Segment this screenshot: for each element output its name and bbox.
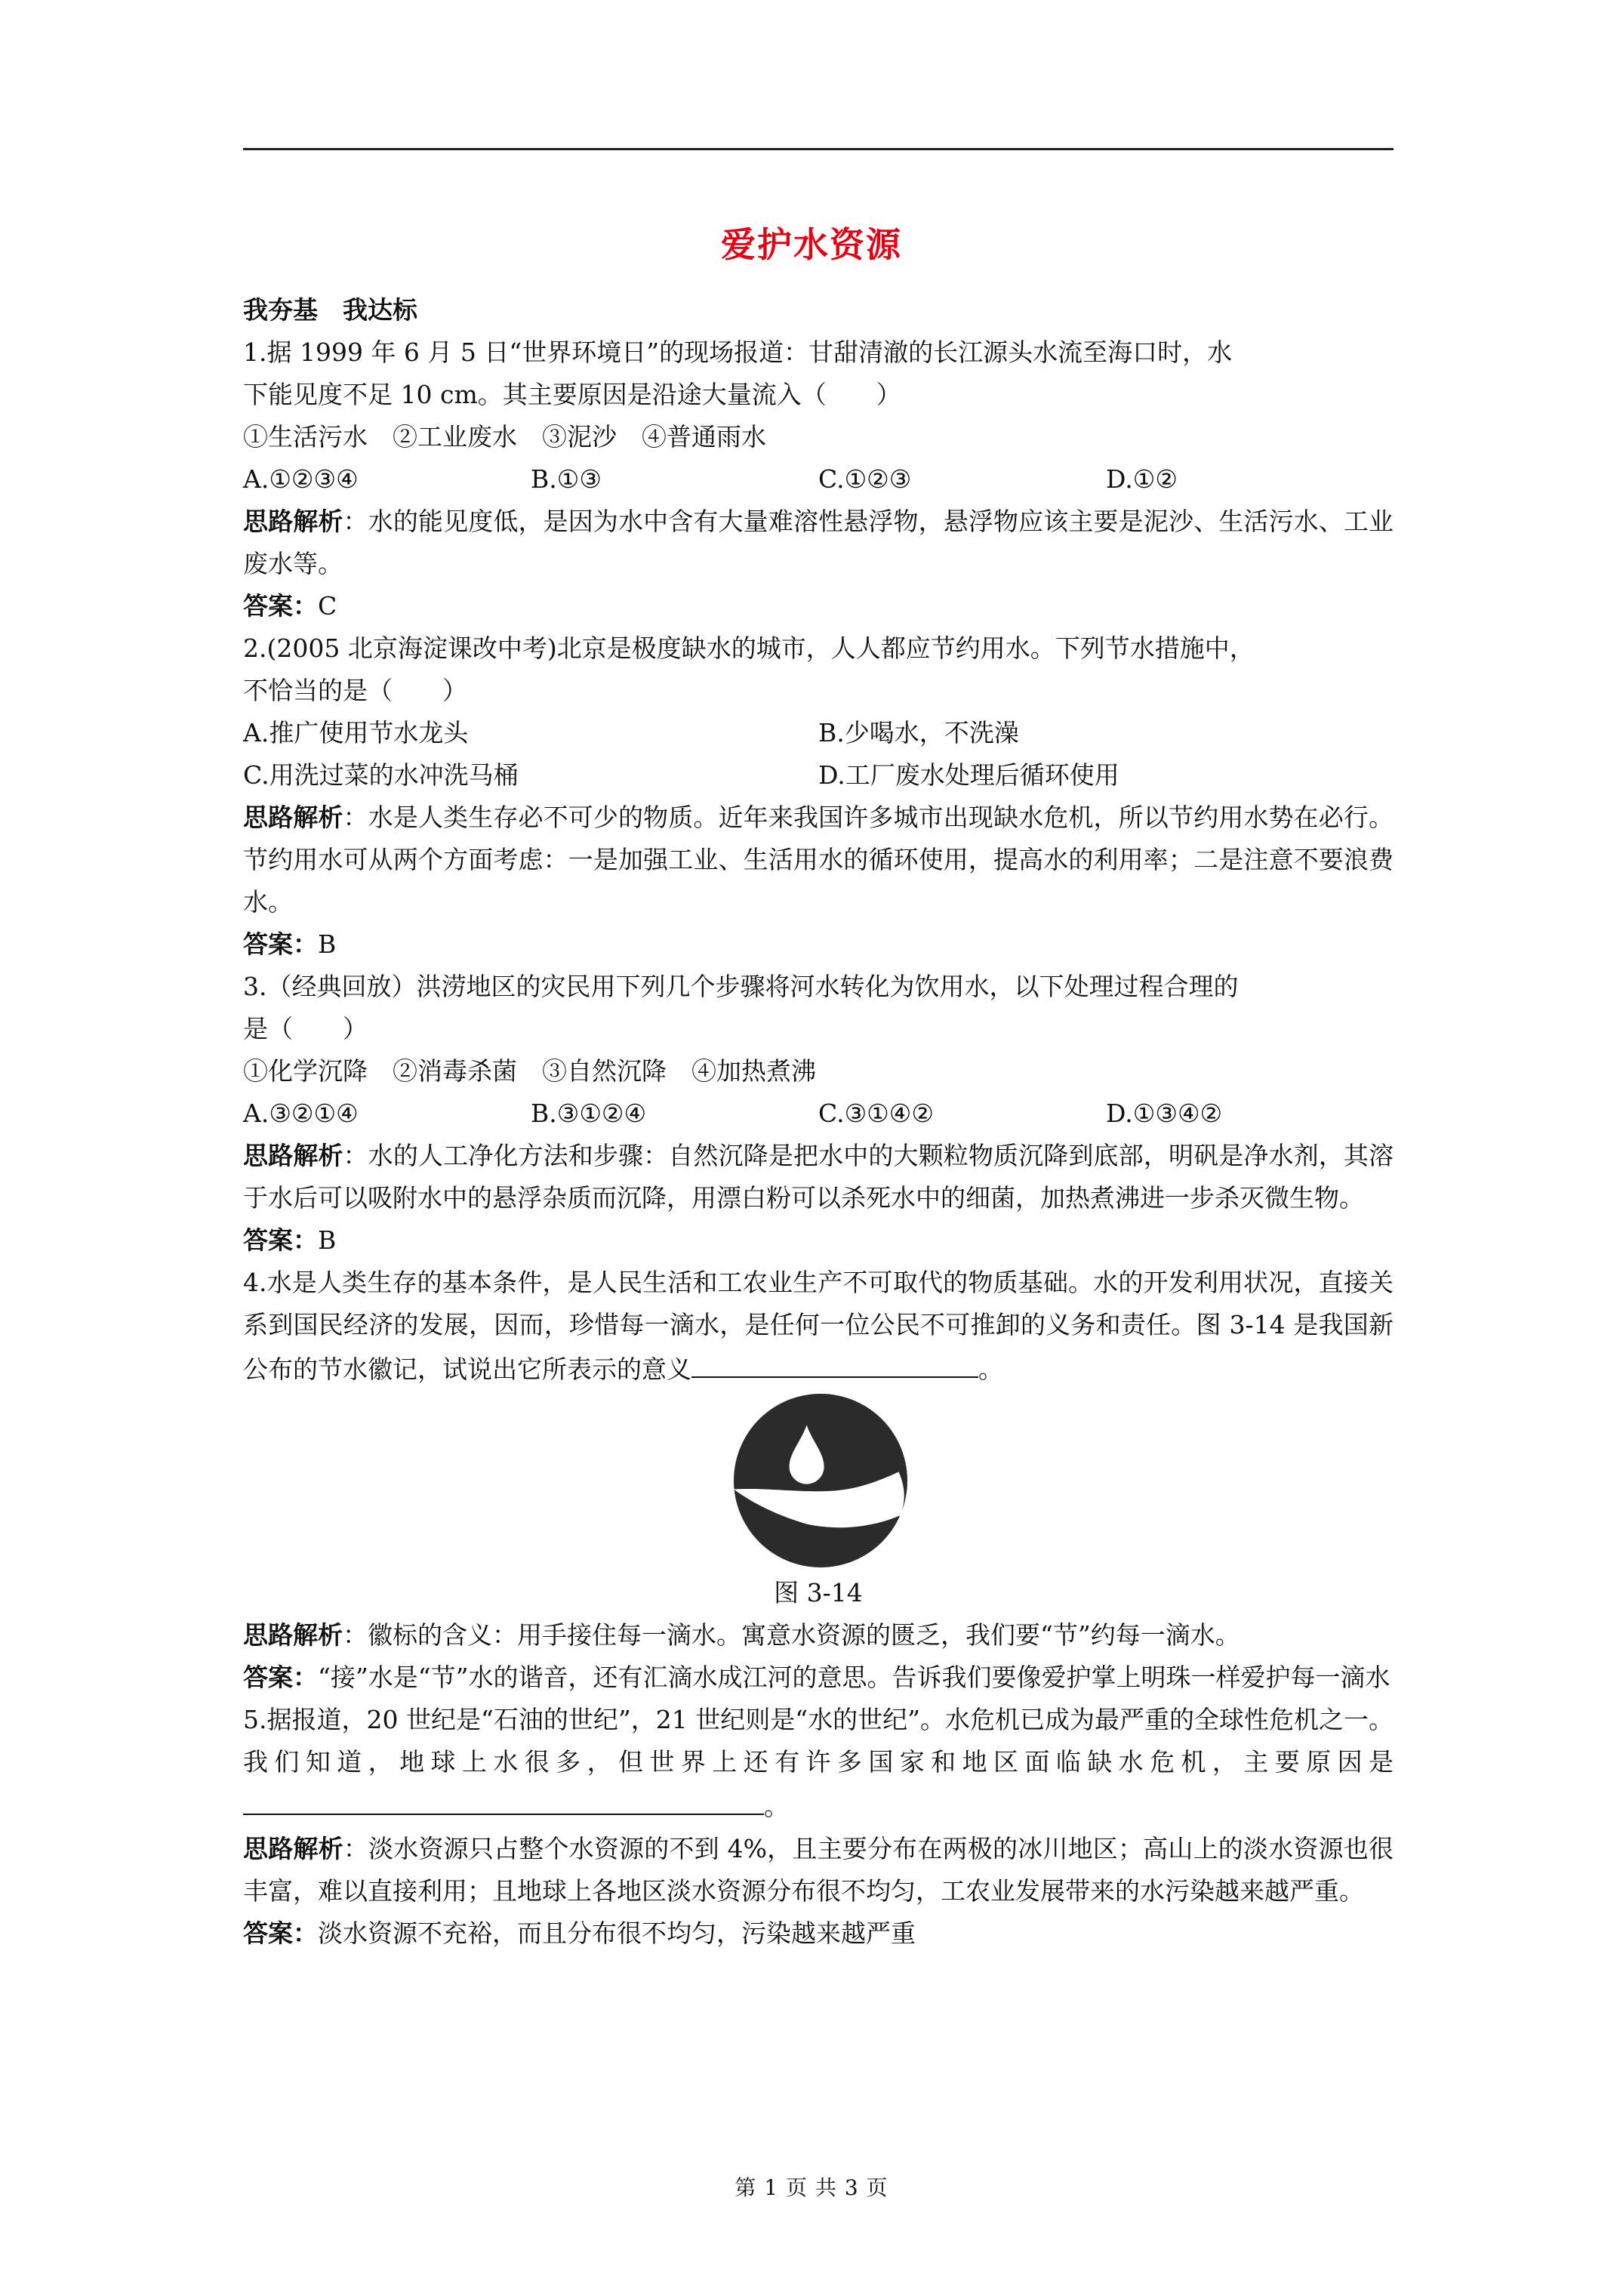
water-saving-emblem-icon (734, 1394, 907, 1567)
q2-analysis-text: ：水是人类生存必不可少的物质。近年来我国许多城市出现缺水危机，所以节约用水势在必行。节约用水可从两个方面考虑：一是加强工业、生活用水的循环使用，提高水的利用率；二是注意不要浪费水。 (243, 803, 1394, 917)
q1-analysis-text: ：水的能见度低，是因为水中含有大量难溶性悬浮物，悬浮物应该主要是泥沙、生活污水、工业废水等。 (243, 507, 1394, 578)
q3-stem-line1: 3.（经典回放）洪涝地区的灾民用下列几个步骤将河水转化为饮用水，以下处理过程合理的 (243, 972, 1239, 1001)
q3-answer-label: 答案： (243, 1225, 318, 1255)
q3-answer (243, 1219, 1394, 1262)
figure-area (243, 1391, 1394, 1572)
q1-options (243, 458, 1394, 501)
q1-answer-text: C (318, 591, 337, 621)
q4-answer-blank[interactable] (691, 1346, 978, 1378)
q1-analysis-label: 思路解析 (243, 507, 343, 536)
q2-option-b: B.少喝水，不洗澡 (818, 718, 1019, 747)
q2-options-row1 (243, 712, 1394, 754)
q3-option-c: C.③①④② (818, 1099, 934, 1128)
q3-analysis-text: ：水的人工净化方法和步骤：自然沉降是把水中的大颗粒物质沉降到底部，明矾是净水剂，其溶于水后可以吸附水中的悬浮杂质而沉降，用漂白粉可以杀死水中的细菌，加热煮沸进一步杀灭微生物。 (243, 1141, 1394, 1213)
content-body (243, 289, 1394, 1955)
section-heading: 我夯基 我达标 (243, 295, 417, 325)
page-footer: 第 1 页 共 3 页 (735, 2175, 888, 2200)
q1-answer-label: 答案： (243, 591, 318, 621)
q4-stem-end: 。 (978, 1354, 1003, 1384)
q4-answer (243, 1657, 1394, 1699)
q5-stem (243, 1699, 1394, 1828)
q2-analysis (243, 797, 1394, 923)
q2-option-c: C.用洗过菜的水冲洗马桶 (243, 760, 519, 790)
q3-analysis (243, 1135, 1394, 1219)
q3-analysis-label: 思路解析 (243, 1141, 343, 1170)
q5-analysis (243, 1828, 1394, 1912)
q5-stem-text: 5.据报道，20 世纪是“石油的世纪”，21 世纪则是“水的世纪”。水危机已成为最严重的全球性危机之一。我们知道，地球上水很多，但世界上还有许多国家和地区面临缺水危机，主要原因是 (243, 1705, 1394, 1777)
q3-option-a: A.③②①④ (243, 1099, 359, 1128)
q5-answer-label: 答案： (243, 1918, 318, 1948)
q4-answer-text: “接”水是“节”水的谐音，还有汇滴水成江河的意思。告诉我们要像爱护掌上明珠一样爱护每一滴水 (318, 1663, 1390, 1692)
q3-stem-line2: 是（ ） (243, 1014, 368, 1043)
q2-stem-line2: 不恰当的是（ ） (243, 676, 467, 705)
q1-answer (243, 585, 1394, 627)
q5-answer-blank[interactable] (243, 1783, 764, 1815)
q2-options-row2 (243, 754, 1394, 797)
q1-stem-line1: 1.据 1999 年 6 月 5 日“世界环境日”的现场报道：甘甜清澈的长江源头水流至海口时，水 (243, 337, 1233, 367)
q4-analysis-label: 思路解析 (243, 1620, 343, 1650)
q3-answer-text: B (318, 1225, 337, 1255)
page-title: 爱护水资源 (721, 224, 902, 265)
q3-items: ①化学沉降 ②消毒杀菌 ③自然沉降 ④加热煮沸 (243, 1056, 816, 1086)
q4-answer-label: 答案： (243, 1663, 318, 1692)
q5-answer (243, 1912, 1394, 1955)
q4-stem (243, 1262, 1394, 1391)
q4-analysis (243, 1614, 1394, 1657)
q2-analysis-label: 思路解析 (243, 803, 343, 832)
q1-option-c: C.①②③ (818, 464, 912, 494)
q1-option-a: A.①②③④ (243, 464, 359, 494)
q3-options (243, 1093, 1394, 1135)
q3-option-d: D.①③④② (1106, 1099, 1223, 1128)
q5-analysis-label: 思路解析 (243, 1834, 343, 1863)
figure-caption: 图 3-14 (774, 1578, 863, 1607)
q2-stem-line1: 2.(2005 北京海淀课改中考)北京是极度缺水的城市，人人都应节约用水。下列节水措施中， (243, 633, 1255, 663)
q3-option-b: B.③①②④ (531, 1099, 647, 1128)
q5-answer-text: 淡水资源不充裕，而且分布很不均匀，污染越来越严重 (318, 1918, 916, 1948)
q2-option-d: D.工厂废水处理后循环使用 (818, 760, 1119, 790)
q1-option-d: D.①② (1106, 464, 1178, 494)
q1-option-b: B.①③ (531, 464, 602, 494)
header-rule (243, 148, 1394, 150)
q1-items: ①生活污水 ②工业废水 ③泥沙 ④普通雨水 (243, 422, 766, 451)
q4-stem-text: 4.水是人类生存的基本条件，是人民生活和工农业生产不可取代的物质基础。水的开发利用状况，直接关系到国民经济的发展，因而，珍惜每一滴水，是任何一位公民不可推卸的义务和责任。图 3-14 是我国新公布的节水徽记，试说出它所表示的意义 (243, 1268, 1394, 1384)
q5-analysis-text: ：淡水资源只占整个水资源的不到 4%，且主要分布在两极的冰川地区；高山上的淡水资源也很丰富，难以直接利用；且地球上各地区淡水资源分布很不均匀，工农业发展带来的水污染越来越严重。 (243, 1834, 1394, 1906)
q1-stem-line2: 下能见度不足 10 cm。其主要原因是沿途大量流入（ ） (243, 380, 901, 409)
q4-analysis-text: ：徽标的含义：用手接住每一滴水。寓意水资源的匮乏，我们要“节”约每一滴水。 (343, 1620, 1240, 1650)
q1-analysis (243, 501, 1394, 585)
q2-option-a: A.推广使用节水龙头 (243, 718, 469, 747)
q2-answer (243, 923, 1394, 966)
q2-answer-text: B (318, 929, 337, 959)
q5-stem-end: 。 (764, 1792, 789, 1821)
q2-answer-label: 答案： (243, 929, 318, 959)
